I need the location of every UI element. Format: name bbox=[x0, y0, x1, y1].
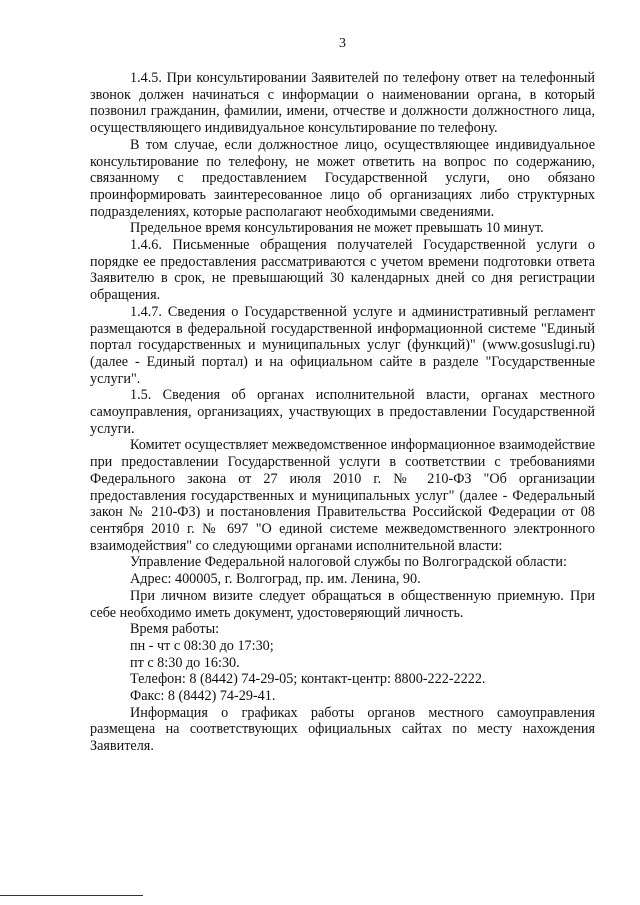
paragraph-1-4-6: 1.4.6. Письменные обращения получателей Государственной услуги о порядке ее предоставления рассматриваются с учетом времени подготовки ответа Заявителю в срок, не превышающий 30 календарных дней со дня регистрации обращения. bbox=[90, 237, 595, 304]
paragraph-time-limit: Предельное время консультирования не может превышать 10 минут. bbox=[130, 220, 544, 237]
document-body bbox=[90, 70, 595, 755]
paragraph-1-4-5: 1.4.5. При консультировании Заявителей по телефону ответ на телефонный звонок должен начинаться с информации о наименовании органа, в который позвонил гражданин, фамилии, имени, отчестве и должности должностного лица, осуществляющего индивидуальное консультирование по телефону. bbox=[90, 70, 595, 137]
paragraph-fax: Факс: 8 (8442) 74-29-41. bbox=[130, 688, 276, 705]
paragraph-personal-visit: При личном визите следует обращаться в общественную приемную. При себе необходимо иметь документ, удостоверяющий личность. bbox=[90, 587, 595, 621]
paragraph-hours-mon-thu: пн - чт с 08:30 до 17:30; bbox=[130, 637, 274, 654]
paragraph-address: Адрес: 400005, г. Волгоград, пр. им. Ленина, 90. bbox=[130, 571, 421, 588]
footnote-separator-line bbox=[0, 895, 143, 896]
paragraph-phone: Телефон: 8 (8442) 74-29-05; контакт-центр: 8800-222-2222. bbox=[130, 671, 486, 688]
paragraph-1-4-7: 1.4.7. Сведения о Государственной услуге и административный регламент размещаются в федеральной государственной информационной системе "Единый портал государственных и муниципальных услуг (функций)" (www.gosuslugi.ru) (далее - Единый портал) и на официальном сайте в разделе "Государственные услуги". bbox=[90, 303, 595, 387]
page-number: 3 bbox=[339, 36, 346, 51]
paragraph-committee-interaction: Комитет осуществляет межведомственное информационное взаимодействие при предоставлении Государственной услуги в соответствии с требованиями Федерального закона от 27 июля 2010 г. № 210-ФЗ "Об организации предоставления государственных и муниципальных услуг" (далее - Федеральный закон № 210-ФЗ) и постановления Правительства Российской Федерации от 08 сентября 2010 г. № 697 "О единой системе межведомственного электронного взаимодействия" со следующими органами исполнительной власти: bbox=[90, 437, 595, 554]
paragraph-tax-office: Управление Федеральной налоговой службы по Волгоградской области: bbox=[130, 554, 567, 571]
paragraph-schedules-info: Информация о графиках работы органов местного самоуправления размещена на соответствующих официальных сайтах по месту нахождения Заявителя. bbox=[90, 704, 595, 755]
paragraph-consultation-redirect: В том случае, если должностное лицо, осуществляющее индивидуальное консультирование по телефону, не может ответить на вопрос по содержанию, связанному с предоставлением Государственной услуги, оно обязано проинформировать заинтересованное лицо об организациях либо структурных подразделениях, которые располагают необходимыми сведениями. bbox=[90, 136, 595, 220]
paragraph-1-5: 1.5. Сведения об органах исполнительной власти, органах местного самоуправления, организациях, участвующих в предоставлении Государственной услуги. bbox=[90, 387, 595, 437]
paragraph-hours-fri: пт с 8:30 до 16:30. bbox=[130, 654, 240, 671]
paragraph-working-hours-label: Время работы: bbox=[130, 621, 220, 638]
